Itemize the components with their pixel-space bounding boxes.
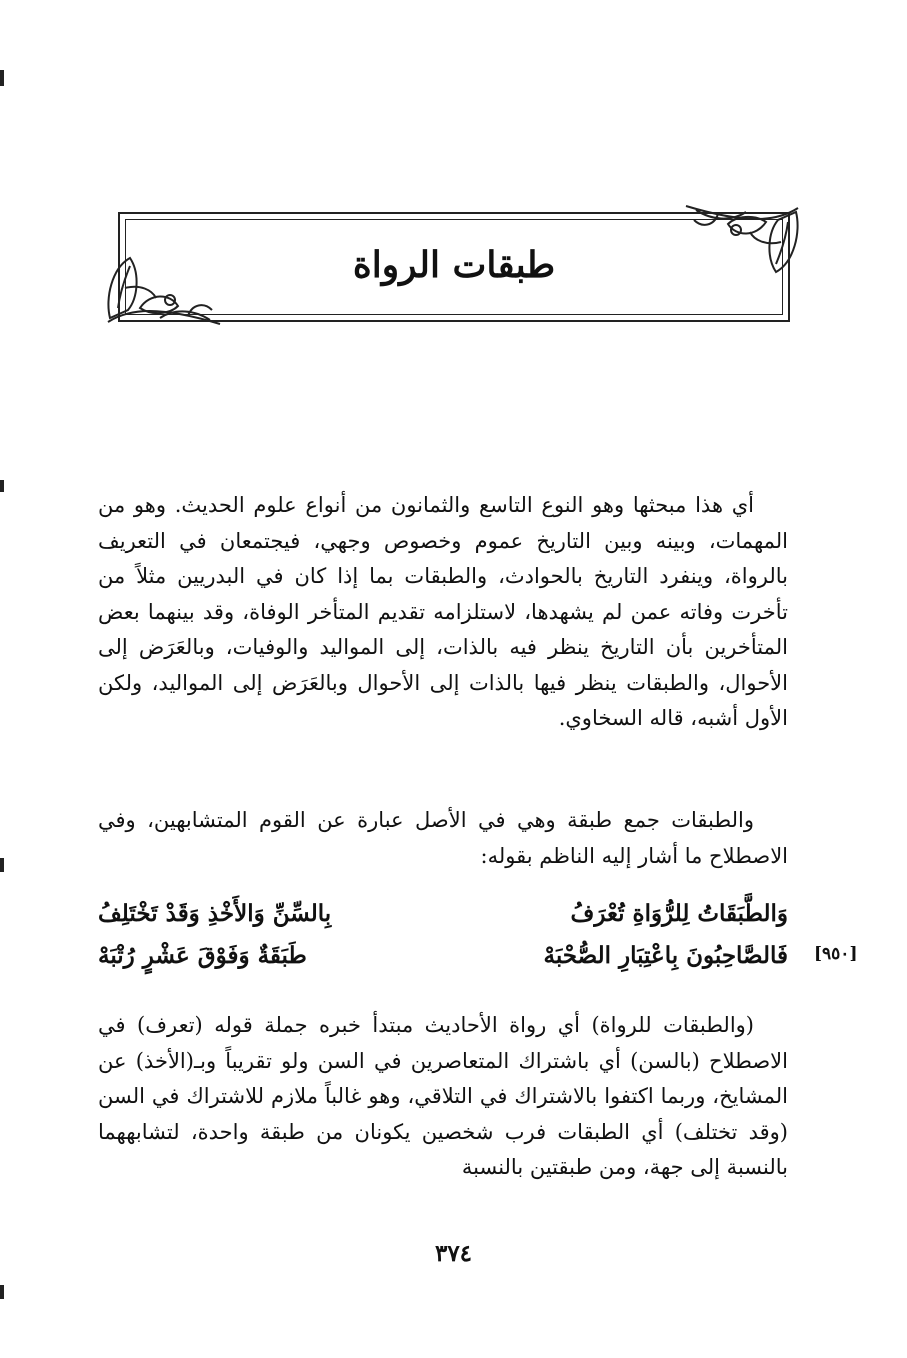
margin-mark xyxy=(0,1285,4,1299)
chapter-title: طبقات الرواة xyxy=(352,244,556,286)
commentary-paragraph: (والطبقات للرواة) أي رواة الأحاديث مبتدأ خبره جملة قوله (تعرف) في الاصطلاح (بالسن) أي باشتراك المتعاصرين في السن ولو تقريباً وبـ(الأخذ) عن المشايخ، وربما اكتفوا بالاشتراك في التلاقي، وهو غالباً ملازم للاشتراك في السن (وقد تختلف) أي الطبقات فرب شخصين يكونان من طبقة واحدة، لتشابههما بالنسبة إلى جهة، ومن طبقتين بالنسبة xyxy=(98,1013,788,1179)
intro-paragraph: أي هذا مبحثها وهو النوع التاسع والثمانون من أنواع علوم الحديث. وهو من المهمات، وبينه وبين التاريخ عموم وخصوص وجهي، فيجتمعان في التعريف بالرواة، وينفرد التاريخ بالحوادث، والطبقات بما إذا كان في البدريين مثلاً من تأخرت وفاته عمن لم يشهدها، لاستلزامه تقديم المتأخر الوفاة، وقد بينهما بعض المتأخرين بأن التاريخ ينظر فيه بالذات، إلى المواليد والوفيات، وبالعَرَض إلى الأحوال، والطبقات ينظر فيها بالذات إلى الأحوال وبالعَرَض إلى المواليد، ولكن الأول أشبه، قاله السخاوي. xyxy=(98,493,788,730)
verse-line-1-second-hemistich: بِالسِّنِّ وَالأَخْذِ وَقَدْ تَخْتَلِفُ xyxy=(98,900,332,927)
page-number: ٣٧٤ xyxy=(434,1240,473,1267)
verse-line-2-second-hemistich: طَبَقَةٌ وَفَوْقَ عَشْرٍ رُتْبَهْ xyxy=(98,942,307,969)
verse-number: [٩٥٠] xyxy=(814,944,858,964)
verse-line-2 xyxy=(98,942,788,969)
margin-mark xyxy=(0,858,4,872)
verse-line-1-first-hemistich: وَالطَّبَقَاتُ لِلرُّوَاةِ تُعْرَفُ xyxy=(570,900,788,927)
definition-paragraph: والطبقات جمع طبقة وهي في الأصل عبارة عن القوم المتشابهين، وفي الاصطلاح ما أشار إليه الناظم بقوله: xyxy=(98,808,788,868)
margin-mark xyxy=(0,70,4,86)
verse-line-2-first-hemistich: فَالصَّاحِبُونَ بِاعْتِبَارِ الصُّحْبَهْ xyxy=(543,942,788,969)
floral-ornament-right-icon xyxy=(676,200,806,282)
margin-mark xyxy=(0,480,4,492)
floral-ornament-left-icon xyxy=(100,248,230,330)
verse-line-1 xyxy=(98,900,788,927)
